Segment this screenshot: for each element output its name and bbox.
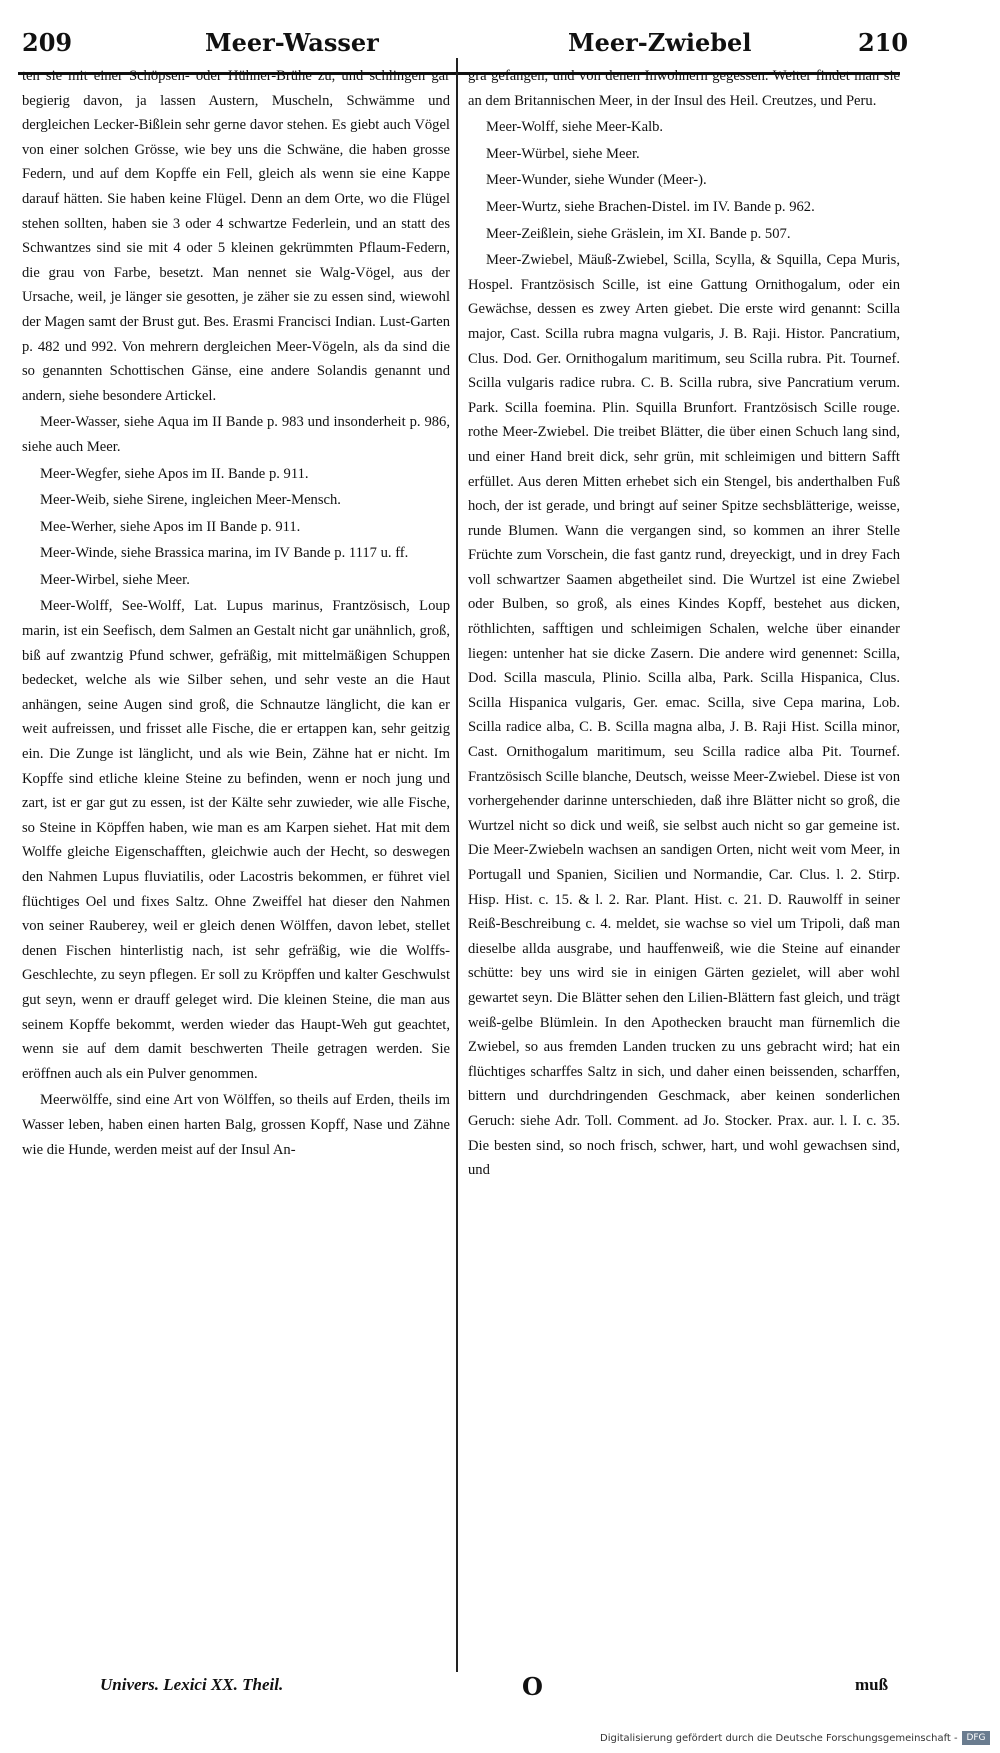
entry-meer-wegfer: Meer-Wegfer, siehe Apos im II. Bande p. 911.	[40, 465, 309, 482]
entry-meer-wuerbel: Meer-Würbel, siehe Meer.	[486, 145, 640, 162]
dfg-logo: DFG	[962, 1731, 990, 1745]
entry-meer-weib: Meer-Weib, siehe Sirene, ingleichen Meer-Mensch.	[40, 492, 341, 509]
digitization-note: Digitalisierung gefördert durch die Deutsche Forschungsgemeinschaft -	[600, 1733, 958, 1744]
page-footer	[0, 1672, 1000, 1712]
entry-meer-wasser: Meer-Wasser, siehe Aqua im II Bande p. 983 und insonderheit p. 986, siehe auch Meer.	[22, 414, 450, 455]
page-number-right: 210	[858, 28, 909, 57]
paragraph: gra gefangen, und von denen Inwohnern gegessen. Weiter findet man sie an dem Britannischen Meer, in der Insul des Heil. Creutzes, und Peru.	[468, 68, 900, 109]
entry-meer-wolff-ref: Meer-Wolff, siehe Meer-Kalb.	[486, 119, 664, 136]
entry-meer-wolff: Meer-Wolff, See-Wolff, Lat. Lupus marinus, Frantzösisch, Loup marin, ist ein Seefisch, dem Salmen an Gestalt nicht gar unähnlich, groß, biß auf zwantzig Pfund schwer, gefräßig, mit mittelmäßigen Schuppen bedecket, welche als wie Silber sehen, und sehr veste an die Haut anhängen, seine Augen sind groß, die Schnautze länglicht, die kan er weit aufreissen, und frisset alle Fische, die er ertappen kan, sehr geitzig ein. Die Zunge ist länglicht, und als wie Bein, Zähne hat er nicht. Im Kopffe sind etliche kleine Steine zu befinden, wenn er noch jung und zart, ist er gar gut zu essen, ist der Kälte sehr zuwieder, wie alle Fische, so Steine in Köpffen haben, wie man es am Karpen siehet. Hat mit dem Wolffe gleiche Eigenschafften, gleichwie auch der Hecht, so deswegen den Nahmen Lupus fluviatilis, oder Lacostris bekommen, er führet viel flüchtiges Oel und fixes Saltz. Ohne Zweiffel hat dieser den Nahmen von seiner Rauberey, weil er gleich denen Wölffen, davon lebet, stellet denen Fischen hinterlistig nach, ist sehr gefräßig, wie die Wolffs-Geschlechte, zu seyn pflegen. Er soll zu Kröpffen und kalter Geschwulst gut seyn, wenn er drauff geleget wird. Die kleinen Steine, die man aus seinem Kopffe bekommt, werden wieder das Haupt-Weh gut geachtet, wenn sie auf dem damit beschwerten Theile getragen werden. Sie eröffnen auch als ein Pulver genommen.	[22, 598, 450, 1082]
signature-line: Univers. Lexici XX. Theil.	[100, 1675, 284, 1694]
running-head-right: Meer-Zwiebel	[568, 28, 752, 57]
entry-meer-zwiebel: Meer-Zwiebel, Mäuß-Zwiebel, Scilla, Scylla, & Squilla, Cepa Muris, Hospel. Frantzösisch Scille, ist eine Gattung Ornithogalum, oder ein Gewächse, dessen es zwey Arten giebet. Die erste wird genannt: Scilla major, Cast. Scilla rubra magna vulgaris, J. B. Raji. Histor. Pancratium, Clus. Dod. Ger. Ornithogalum maritimum, seu Scilla rubra. Pit. Tournef. Scilla vulgaris radice rubra. C. B. Scilla rubra, sive Pancratium verum. Park. Scilla foemina. Plin. Squilla Brunfort. Frantzösisch Scille rouge. rothe Meer-Zwiebel. Die treibet Blätter, die über einen Schuch lang sind, und einer Hand breit dick, sehr grün, mit schleimigen und bittern Safft erfüllet. Aus deren Mitten erhebet sich ein Stengel, bis anderthalben Fuß hoch, der ist gerade, und bringt auf seiner Spitze sechsblätterige, weisse, runde Blumen. Wann die vergangen sind, so kommen an ihrer Stelle Früchte zum Vorschein, die fast gantz rund, dreyeckigt, und in drey Fach voll schwartzer Saamen abgetheilet sind. Die Wurtzel ist eine Zwiebel oder Bulben, so groß, als eines Kindes Kopff, bestehet aus dicken, röthlichten, safftigen und schleimigen Schalen, welche über einander liegen: untenher hat sie dicke Zasern. Die andere wird genennet: Scilla, Dod. Scilla mascula, Plinio. Scilla alba, Park. Scilla Hispanica, Clus. Scilla Hispanica vulgaris, Ger. emac. Scilla, sive Cepa marina, Lob. Scilla radice alba, C. B. Scilla magna alba, J. B. Raji Hist. Scilla minor, Cast. Ornithogalum maritimum, seu Scilla radice alba Pit. Tournef. Frantzösisch Scille blanche, Deutsch, weisse Meer-Zwiebel. Diese ist von vorhergehender darinne unterschieden, daß ihre Blätter nicht so groß, die Wurtzel nicht so dick und weiß, sie selbst auch nicht so gar gemeine ist. Die Meer-Zwiebeln wachsen an sandigen Orten, nicht weit vom Meer, in Portugall und Spanien, Sicilien und Normandie, Car. Clus. l. 2. Stirp. Hisp. Hist. c. 15. & l. 2. Rar. Plant. Hist. c. 21. D. Rauwolff in seiner Reiß-Beschreibung c. 4. meldet, sie wachse so viel um Tripoli, daß man dieselbe allda ausgrabe, und hauffenweiß, wie die Steine auf einander schütte: bey uns wird sie in einigen Gärten gezielet, will aber wohl gewartet seyn. Die Blätter sehen den Lilien-Blättern fast gleich, und trägt weiß-gelbe Blümlein. In den Apothecken braucht man fürnemlich die Zwiebel, so aus fremden Landen trucken zu uns gebracht wird; hat ein flüchtiges scharffes Saltz in sich, und daher einen beissenden, scharffen, bittern und durchdringenden Geschmack, aber keinen sonderlichen Geruch: siehe Adr. Toll. Comment. ad Jo. Stocker. Prax. aur. l. I. c. 35. Die besten sind, so noch frisch, schwer, hart, und wohl gewachsen sind, und	[468, 252, 900, 1179]
paragraph: ten sie mit einer Schöpsen- oder Hühner-Brühe zu, und schlingen gar begierig davon, ja lassen Austern, Muscheln, Schwämme und dergleichen Lecker-Bißlein sehr gerne davor stehen. Es giebt auch Vögel von einer solchen Grösse, wie bey uns die Schwäne, die haben grosse Federn, und auf dem Kopffe ein Fell, gleich als wenn sie eine Kappe darauf hätten. Sie haben keine Flügel. Denn an dem Orte, wo die Flügel stehen sollten, haben sie 3 oder 4 schwartze Federlein, und an statt des Schwantzes sind sie mit 4 oder 5 kleinen gekrümmten Pflaum-Federn, die grau von Farbe, besetzt. Man nennet sie Walg-Vögel, aus der Ursache, weil, je länger sie gesotten, je zäher sie zu essen sind, wiewohl der Magen samt der Brust gut. Bes. Erasmi Francisci Indian. Lust-Garten p. 482 und 992. Von mehrern dergleichen Meer-Vögeln, als da sind die so genannten Schottischen Gänse, eine andere Solandis genannt und andern, siehe besondere Artickel.	[22, 68, 450, 404]
entry-meer-winde: Meer-Winde, siehe Brassica marina, im IV Bande p. 1117 u. ff.	[40, 545, 409, 562]
column-divider	[456, 58, 458, 1672]
entry-meer-wirbel: Meer-Wirbel, siehe Meer.	[40, 571, 190, 588]
page-header	[0, 18, 1000, 64]
entry-meer-wunder: Meer-Wunder, siehe Wunder (Meer-).	[486, 172, 707, 189]
entry-meerwoelffe: Meerwölffe, sind eine Art von Wölffen, so theils auf Erden, theils im Wasser leben, haben einen harten Balg, grossen Kopff, Nase und Zähne wie die Hunde, werden meist auf der Insul An-	[22, 1092, 450, 1158]
right-column	[468, 64, 900, 1668]
page-number-left: 209	[22, 28, 73, 57]
left-column	[22, 64, 450, 1668]
running-head-left: Meer-Wasser	[205, 28, 379, 57]
catchword: muß	[855, 1675, 889, 1694]
entry-meer-zeisslein: Meer-Zeißlein, siehe Gräslein, im XI. Bande p. 507.	[486, 225, 791, 242]
entry-meer-wurtz: Meer-Wurtz, siehe Brachen-Distel. im IV. Bande p. 962.	[486, 198, 815, 215]
entry-mee-werher: Mee-Werher, siehe Apos im II Bande p. 911.	[40, 518, 301, 535]
signature-mark: O	[522, 1672, 543, 1701]
